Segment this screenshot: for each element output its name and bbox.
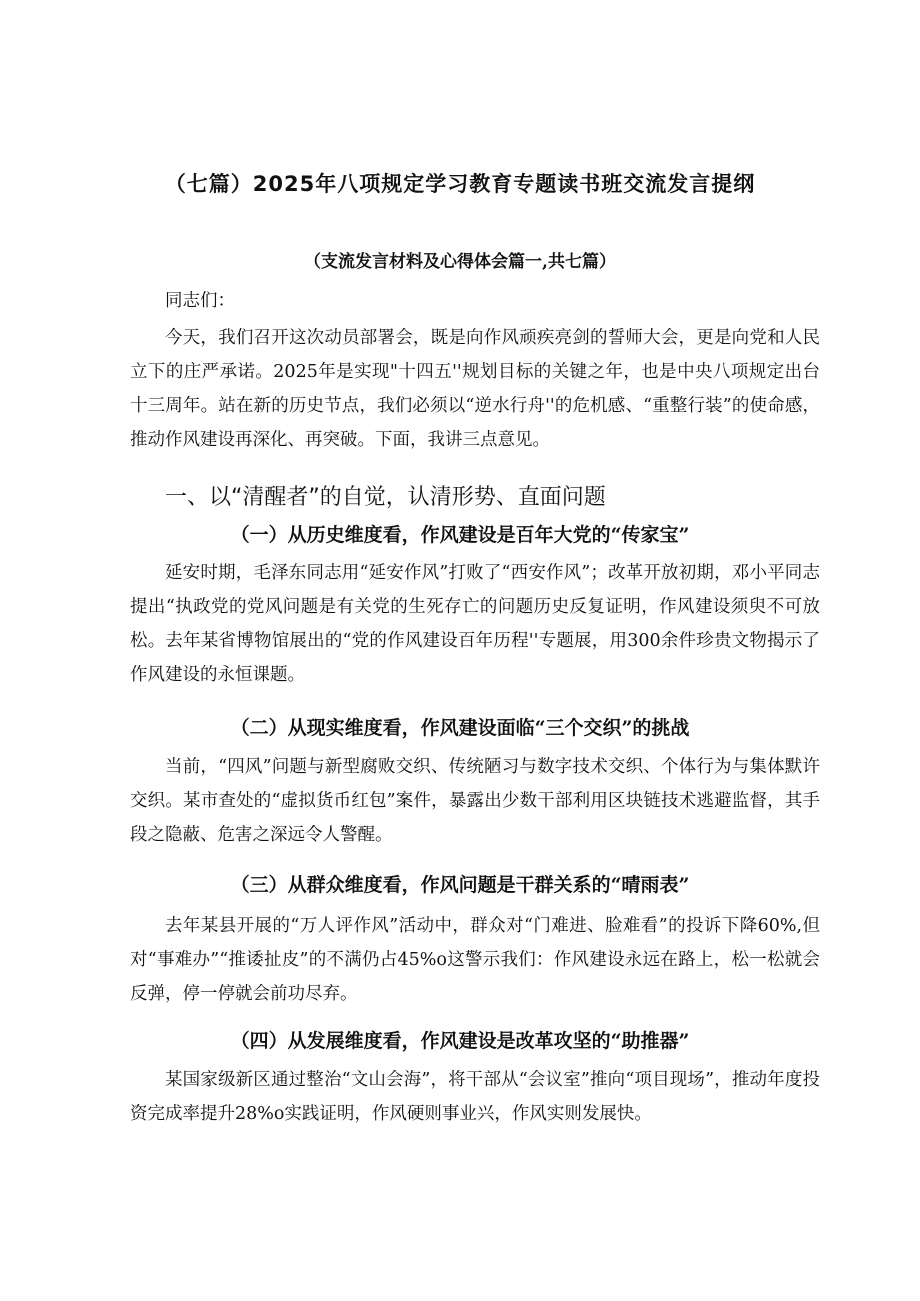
subsection-heading: （三）从群众维度看，作风问题是干群关系的“晴雨表” [230,874,690,896]
subsection-paragraph: 去年某县开展的“万人评作风”活动中，群众对“门难进、脸难看”的投诉下降60%,但对“事难办”“推诿扯皮”的不满仍占45%o这警示我们：作风建设永远在路上，松一松就会反弹，停一停就会前功尽弃。 [130,916,820,1004]
subsection-heading: （一）从历史维度看，作风建设是百年大党的“传家宝” [230,524,690,546]
subsection-heading: （二）从现实维度看，作风建设面临“三个交织”的挑战 [230,717,690,739]
intro-paragraph: 今天，我们召开这次动员部署会，既是向作风顽疾亮剑的誓师大会，更是向党和人民立下的庄严承诺。2025年是实现"十四五''规划目标的关键之年，也是中央八项规定出台十三周年。站在新的历史节点，我们必须以“逆水行舟''的危机感、“重整行装”的使命感，推动作风建设再深化、再突破。下面，我讲三点意见。 [130,328,820,450]
document-subtitle: （支流发言材料及心得体会篇一,共七篇） [304,252,616,272]
salutation: 同志们： [165,291,235,311]
subsection-paragraph: 延安时期，毛泽东同志用“延安作风”打败了“西安作风”；改革开放初期，邓小平同志提出“执政党的党风问题是有关党的生死存亡的问题历史反复证明，作风建设须臾不可放松。去年某省博物馆展出的“党的作风建设百年历程''专题展，用300余件珍贵文物揭示了作风建设的永恒课题。 [130,563,820,685]
subsection-paragraph: 某国家级新区通过整治“文山会海”，将干部从“会议室”推向“项目现场”，推动年度投资完成率提升28%o实践证明，作风硬则事业兴，作风实则发展快。 [130,1070,820,1124]
subsection-heading: （四）从发展维度看，作风建设是改革攻坚的“助推器” [230,1030,690,1052]
section-heading: 一、以“清醒者”的自觉，认清形势、直面问题 [165,485,606,510]
document-title: （七篇）2025年八项规定学习教育专题读书班交流发言提纲 [164,172,756,196]
subsection-paragraph: 当前，“四风”问题与新型腐败交织、传统陋习与数字技术交织、个体行为与集体默许交织。某市查处的“虚拟货币红包”案件，暴露出少数干部利用区块链技术逃避监督，其手段之隐蔽、危害之深远令人警醒。 [130,757,820,845]
